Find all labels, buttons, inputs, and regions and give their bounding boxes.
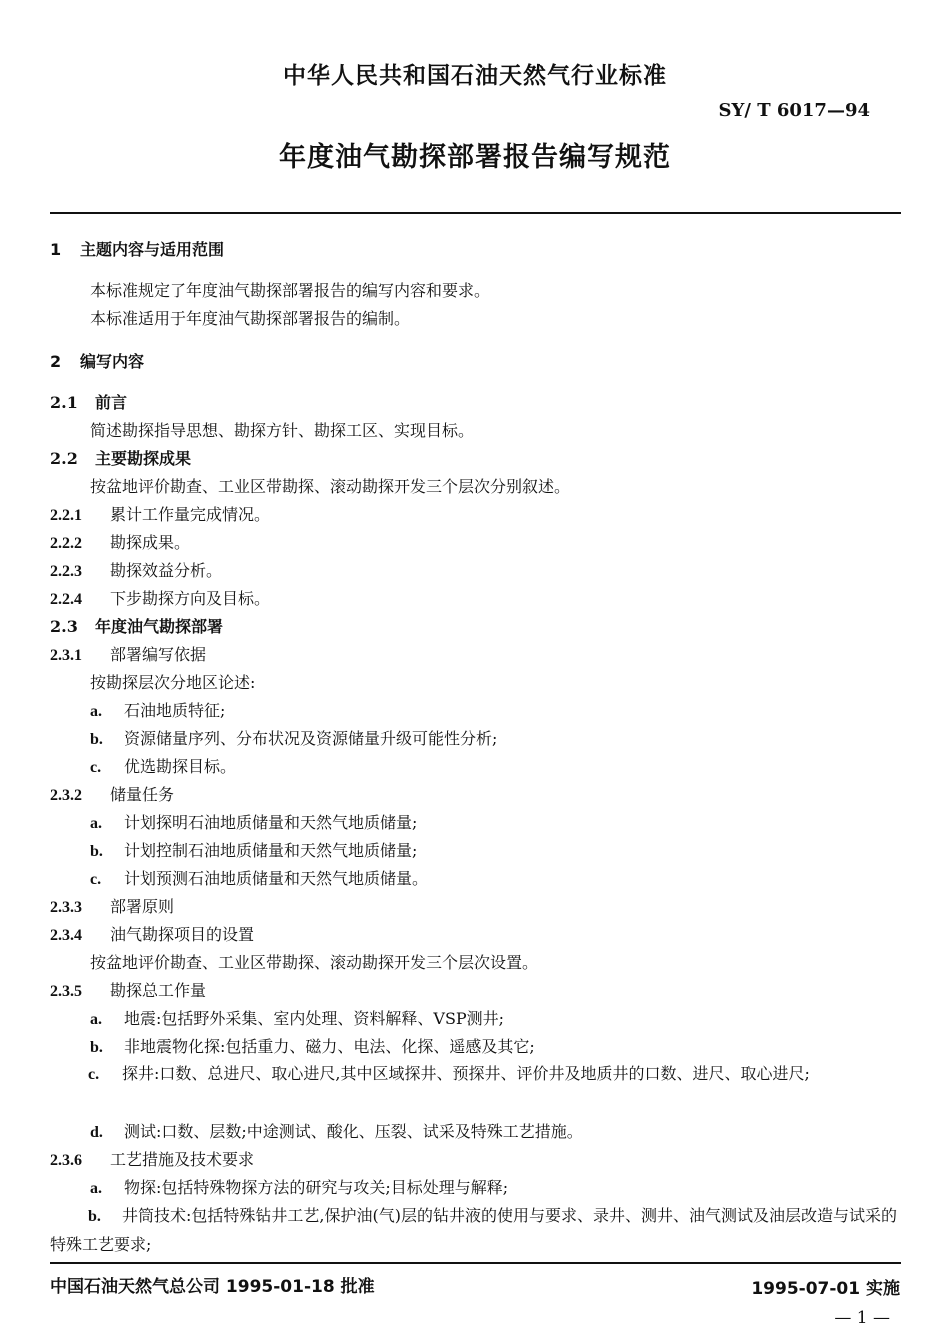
list-item <box>90 729 901 750</box>
list-marker: b. <box>90 843 103 860</box>
clause <box>50 925 901 946</box>
clause-number: 2.2.1 <box>50 507 82 524</box>
list-item <box>90 757 901 778</box>
section-title: 编写内容 <box>80 352 145 371</box>
list-marker: c. <box>90 871 102 888</box>
list-marker: b. <box>90 731 103 748</box>
subsection-number: 2.1 <box>50 393 78 412</box>
subsection-heading <box>50 449 901 469</box>
clause-number: 2.3.3 <box>50 899 82 916</box>
clause-title: 勘探成果。 <box>110 533 191 552</box>
list-text: 计划预测石油地质储量和天然气地质储量。 <box>124 869 429 888</box>
list-marker: c. <box>90 759 102 776</box>
subsection-heading <box>50 393 901 413</box>
clause <box>50 505 901 526</box>
list-marker: b. <box>90 1039 103 1056</box>
list-marker: a. <box>90 1011 102 1028</box>
list-text: 计划控制石油地质储量和天然气地质储量; <box>124 841 418 860</box>
clause-number: 2.3.1 <box>50 647 82 664</box>
paragraph: 按盆地评价勘查、工业区带勘探、滚动勘探开发三个层次设置。 <box>90 953 539 972</box>
subsection-number: 2.3 <box>50 617 78 636</box>
section-number: 1 <box>50 240 62 259</box>
list-marker: a. <box>90 703 102 720</box>
clause-title: 储量任务 <box>110 785 175 804</box>
list-item <box>90 1178 901 1199</box>
subsection-heading <box>50 617 901 637</box>
document-title: 年度油气勘探部署报告编写规范 <box>279 142 671 173</box>
clause-number: 2.2.4 <box>50 591 82 608</box>
issuing-organization: 中华人民共和国石油天然气行业标准 <box>283 63 667 89</box>
clause-title: 部署原则 <box>110 897 175 916</box>
subsection-title: 主要勘探成果 <box>95 449 192 468</box>
clause-number: 2.2.2 <box>50 535 82 552</box>
paragraph: 简述勘探指导思想、勘探方针、勘探工区、实现目标。 <box>90 421 475 440</box>
clause-title: 油气勘探项目的设置 <box>110 925 255 944</box>
subsection-title: 年度油气勘探部署 <box>95 617 224 636</box>
list-text: 计划探明石油地质储量和天然气地质储量; <box>124 813 418 832</box>
subsection-number: 2.2 <box>50 449 78 468</box>
list-marker: a. <box>90 815 102 832</box>
section-number: 2 <box>50 352 62 371</box>
clause <box>50 897 901 918</box>
clause <box>50 645 901 666</box>
clause-title: 累计工作量完成情况。 <box>110 505 271 524</box>
paragraph: 按勘探层次分地区论述: <box>90 673 256 692</box>
list-text: 井筒技术:包括特殊钻井工艺,保护油(气)层的钻井液的使用与要求、录井、测井、油气测试及油层改造与试采的特殊工艺要求; <box>50 1206 897 1254</box>
list-marker: d. <box>90 1124 103 1141</box>
clause <box>50 981 901 1002</box>
paragraph: 本标准规定了年度油气勘探部署报告的编写内容和要求。 <box>90 281 491 300</box>
list-marker: c. <box>88 1066 100 1083</box>
clause <box>50 1150 901 1171</box>
header-divider <box>50 212 901 214</box>
paragraph: 本标准适用于年度油气勘探部署报告的编制。 <box>90 309 411 328</box>
list-marker: b. <box>88 1208 101 1225</box>
footer-divider <box>50 1262 901 1264</box>
list-item <box>90 701 901 722</box>
list-text: 物探:包括特殊物探方法的研究与攻关;目标处理与解释; <box>124 1178 509 1197</box>
standard-code: SY/ T 6017—94 <box>718 100 870 121</box>
paragraph: 按盆地评价勘查、工业区带勘探、滚动勘探开发三个层次分别叙述。 <box>90 477 571 496</box>
list-marker: a. <box>90 1180 102 1197</box>
list-item <box>90 1122 901 1143</box>
list-item <box>90 813 901 834</box>
clause-number: 2.3.6 <box>50 1152 82 1169</box>
list-item <box>90 841 901 862</box>
list-item <box>90 1037 901 1058</box>
list-item <box>90 869 901 890</box>
list-item <box>50 1202 901 1259</box>
clause-number: 2.3.4 <box>50 927 82 944</box>
page-number: — 1 — <box>834 1308 890 1328</box>
clause <box>50 561 901 582</box>
effective-date: 1995-07-01 实施 <box>751 1279 900 1299</box>
list-text: 资源储量序列、分布状况及资源储量升级可能性分析; <box>124 729 498 748</box>
clause-number: 2.3.2 <box>50 787 82 804</box>
clause-title: 部署编写依据 <box>110 645 207 664</box>
clause-title: 勘探效益分析。 <box>110 561 223 580</box>
list-text: 非地震物化探:包括重力、磁力、电法、化探、遥感及其它; <box>124 1037 535 1056</box>
section-heading <box>50 352 901 372</box>
clause-title: 勘探总工作量 <box>110 981 207 1000</box>
clause-number: 2.2.3 <box>50 563 82 580</box>
subsection-title: 前言 <box>95 393 128 412</box>
section-title: 主题内容与适用范围 <box>80 240 225 259</box>
list-item <box>50 1060 901 1089</box>
list-text: 测试:口数、层数;中途测试、酸化、压裂、试采及特殊工艺措施。 <box>124 1122 583 1141</box>
section-heading <box>50 240 901 260</box>
list-text: 探井:口数、总进尺、取心进尺,其中区域探井、预探井、评价井及地质井的口数、进尺、取心进尺; <box>122 1064 810 1083</box>
list-item <box>90 1009 901 1030</box>
list-text: 地震:包括野外采集、室内处理、资料解释、VSP测井; <box>124 1009 505 1028</box>
clause <box>50 533 901 554</box>
list-text: 优选勘探目标。 <box>124 757 237 776</box>
clause-number: 2.3.5 <box>50 983 82 1000</box>
clause-title: 工艺措施及技术要求 <box>110 1150 255 1169</box>
list-text: 石油地质特征; <box>124 701 226 720</box>
approval-note: 中国石油天然气总公司 1995-01-18 批准 <box>50 1277 375 1297</box>
clause-title: 下步勘探方向及目标。 <box>110 589 271 608</box>
clause <box>50 589 901 610</box>
clause <box>50 785 901 806</box>
